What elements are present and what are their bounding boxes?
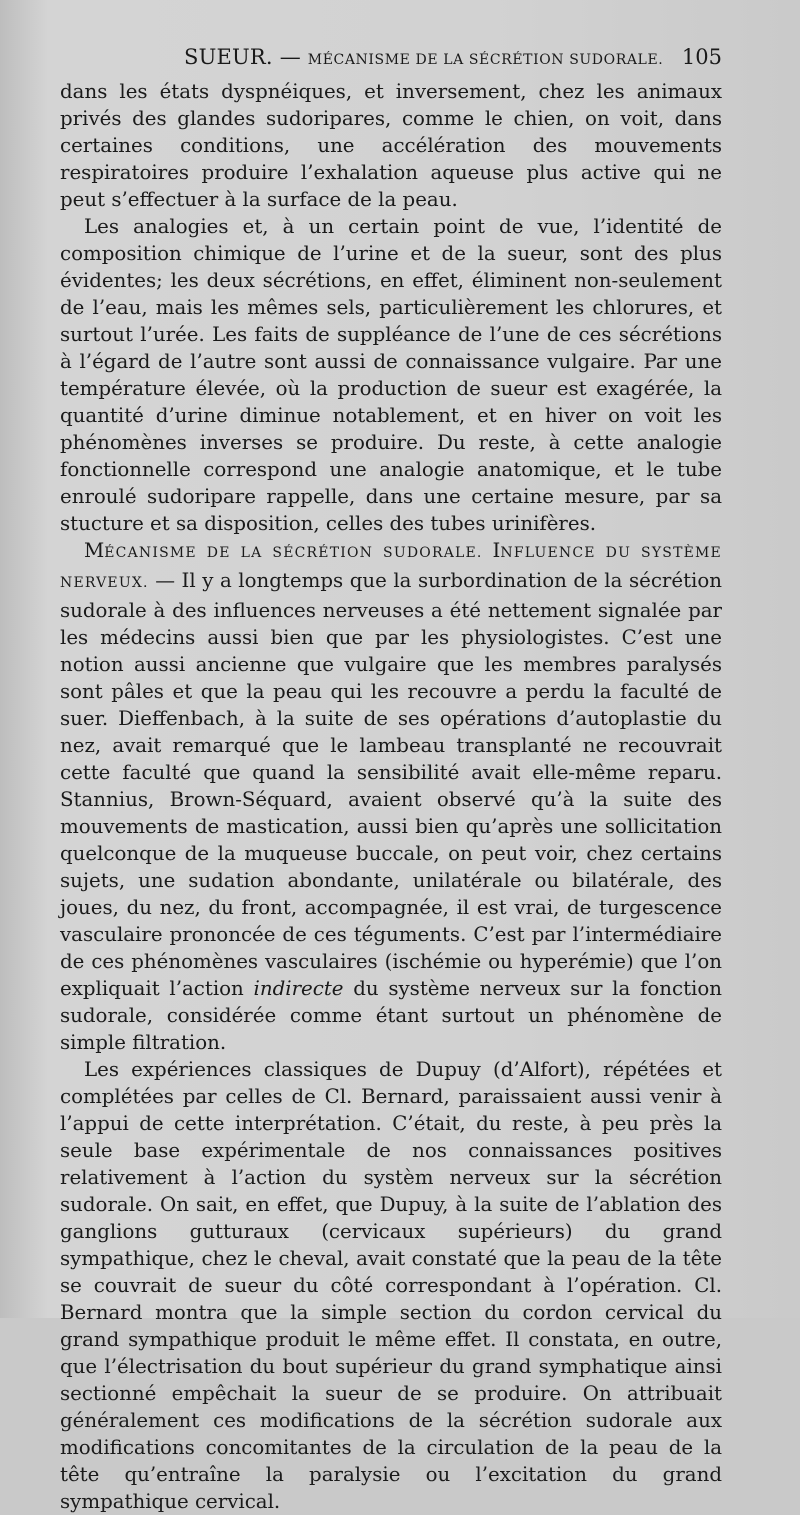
paragraph-analogies: Les analogies et, à un certain point de vue, l’identité de composition chimique de l’urine et de la sueur, sont des plus évidentes; les deux sécrétions, en effet, éliminent non-seulement de l’eau, mais les mêmes sels, particulièrement les chlorures, et surtout l’urée. Les faits de suppléance de l’une de ces sécrétions à l’égard de l’autre sont aussi de connaissance vulgaire. Par une température élevée, où la production de sueur est exagérée, la quantité d’urine diminue notablement, et en hiver on voit les phénomènes inverses se produire. Du reste, à cette analogie fonctionnelle correspond une analogie anatomique, et le tube enroulé sudoripare rappelle, dans une certaine mesure, par sa stucture et sa disposition, celles des tubes urinifères. [60,215,722,535]
page-number: 105 [681,45,722,69]
emphasis-indirecte: indirecte [253,977,344,1000]
paragraph-mechanism-text: — Il y a longtemps que la surbordination de la sécrétion sudorale à des influences nerveuses a été nettement signalée par les médecins aussi bien que par les physiologistes. C’est une notion aussi ancienne que vulgaire que les membres paralysés sont pâles et que la peau qui les recouvre a perdu la faculté de suer. Dieffenbach, à la suite de ses opérations d’autoplastie du nez, avait remarqué que le lambeau transplanté ne recouvrait cette faculté que quand la sensibilité avait elle-même reparu. Stannius, Brown-Séquard, avaient observé qu’à la suite des mouvements de mastication, aussi bien qu’après une sollicitation quelconque de la muqueuse buccale, on peut voir, chez certains sujets, une sudation abondante, unilatérale ou bilatérale, des joues, du nez, du front, accompagnée, il est vrai, de turgescence vasculaire prononcée de ces téguments. C’est par l’intermédiaire de ces phénomènes vasculaires (ischémie ou hyperémie) que l’on expliquait l’action [60,569,722,1000]
paragraph-mechanism-text-end: du système nerveux sur la fonction sudorale, considérée comme étant surtout un phénomène de simple filtration. [60,977,722,1054]
paragraph-experiments: Les expériences classiques de Dupuy (d’Alfort), répétées et complétées par celles de Cl. Bernard, paraissaient aussi venir à l’appui de cette interprétation. C’était, du reste, à peu près la seule base expérimentale de nos connaissances positives relativement à l’action du systèm nerveux sur la sécrétion sudorale. On sait, en effet, que Dupuy, à la suite de l’ablation des ganglions gutturaux (cervicaux supérieurs) du grand sympathique, chez le cheval, avait constaté que la peau de la tête se couvrait de sueur du côté correspondant à l’opération. Cl. Bernard montra que la simple section du cordon cervical du grand sympathique produit le même effet. Il constata, en outre, que l’électrisation du bout supérieur du grand symphatique ainsi sectionné empêchait la sueur de se produire. On attribuait généralement ces modifications de la sécrétion sudorale aux modifications concomitantes de la circulation de la peau de la tête qu’entraîne la paralysie ou l’excitation du grand sympathique cervical. [60,1058,722,1513]
running-head-title: MÉCANISME DE LA SÉCRÉTION SUDORALE. [307,52,664,68]
page-header [60,42,722,72]
running-head [184,42,663,75]
running-head-dash: — [272,45,308,69]
paragraph-mechanism [60,537,722,1056]
paragraph-continuation: dans les états dyspnéiques, et inversement, chez les animaux privés des glandes sudoripares, comme le chien, on voit, dans certaines conditions, une accélération des mouvements respiratoires produire l’exhalation aqueuse plus active qui ne peut s’effectuer à la surface de la peau. [60,80,722,211]
running-head-author: SUEUR. [184,45,273,69]
page-body [60,78,722,1515]
section-heading: MÉCANISME DE LA SÉCRÉTION SUDORALE. INFLUENCE DU SYSTÈME NERVEUX. [60,539,722,591]
